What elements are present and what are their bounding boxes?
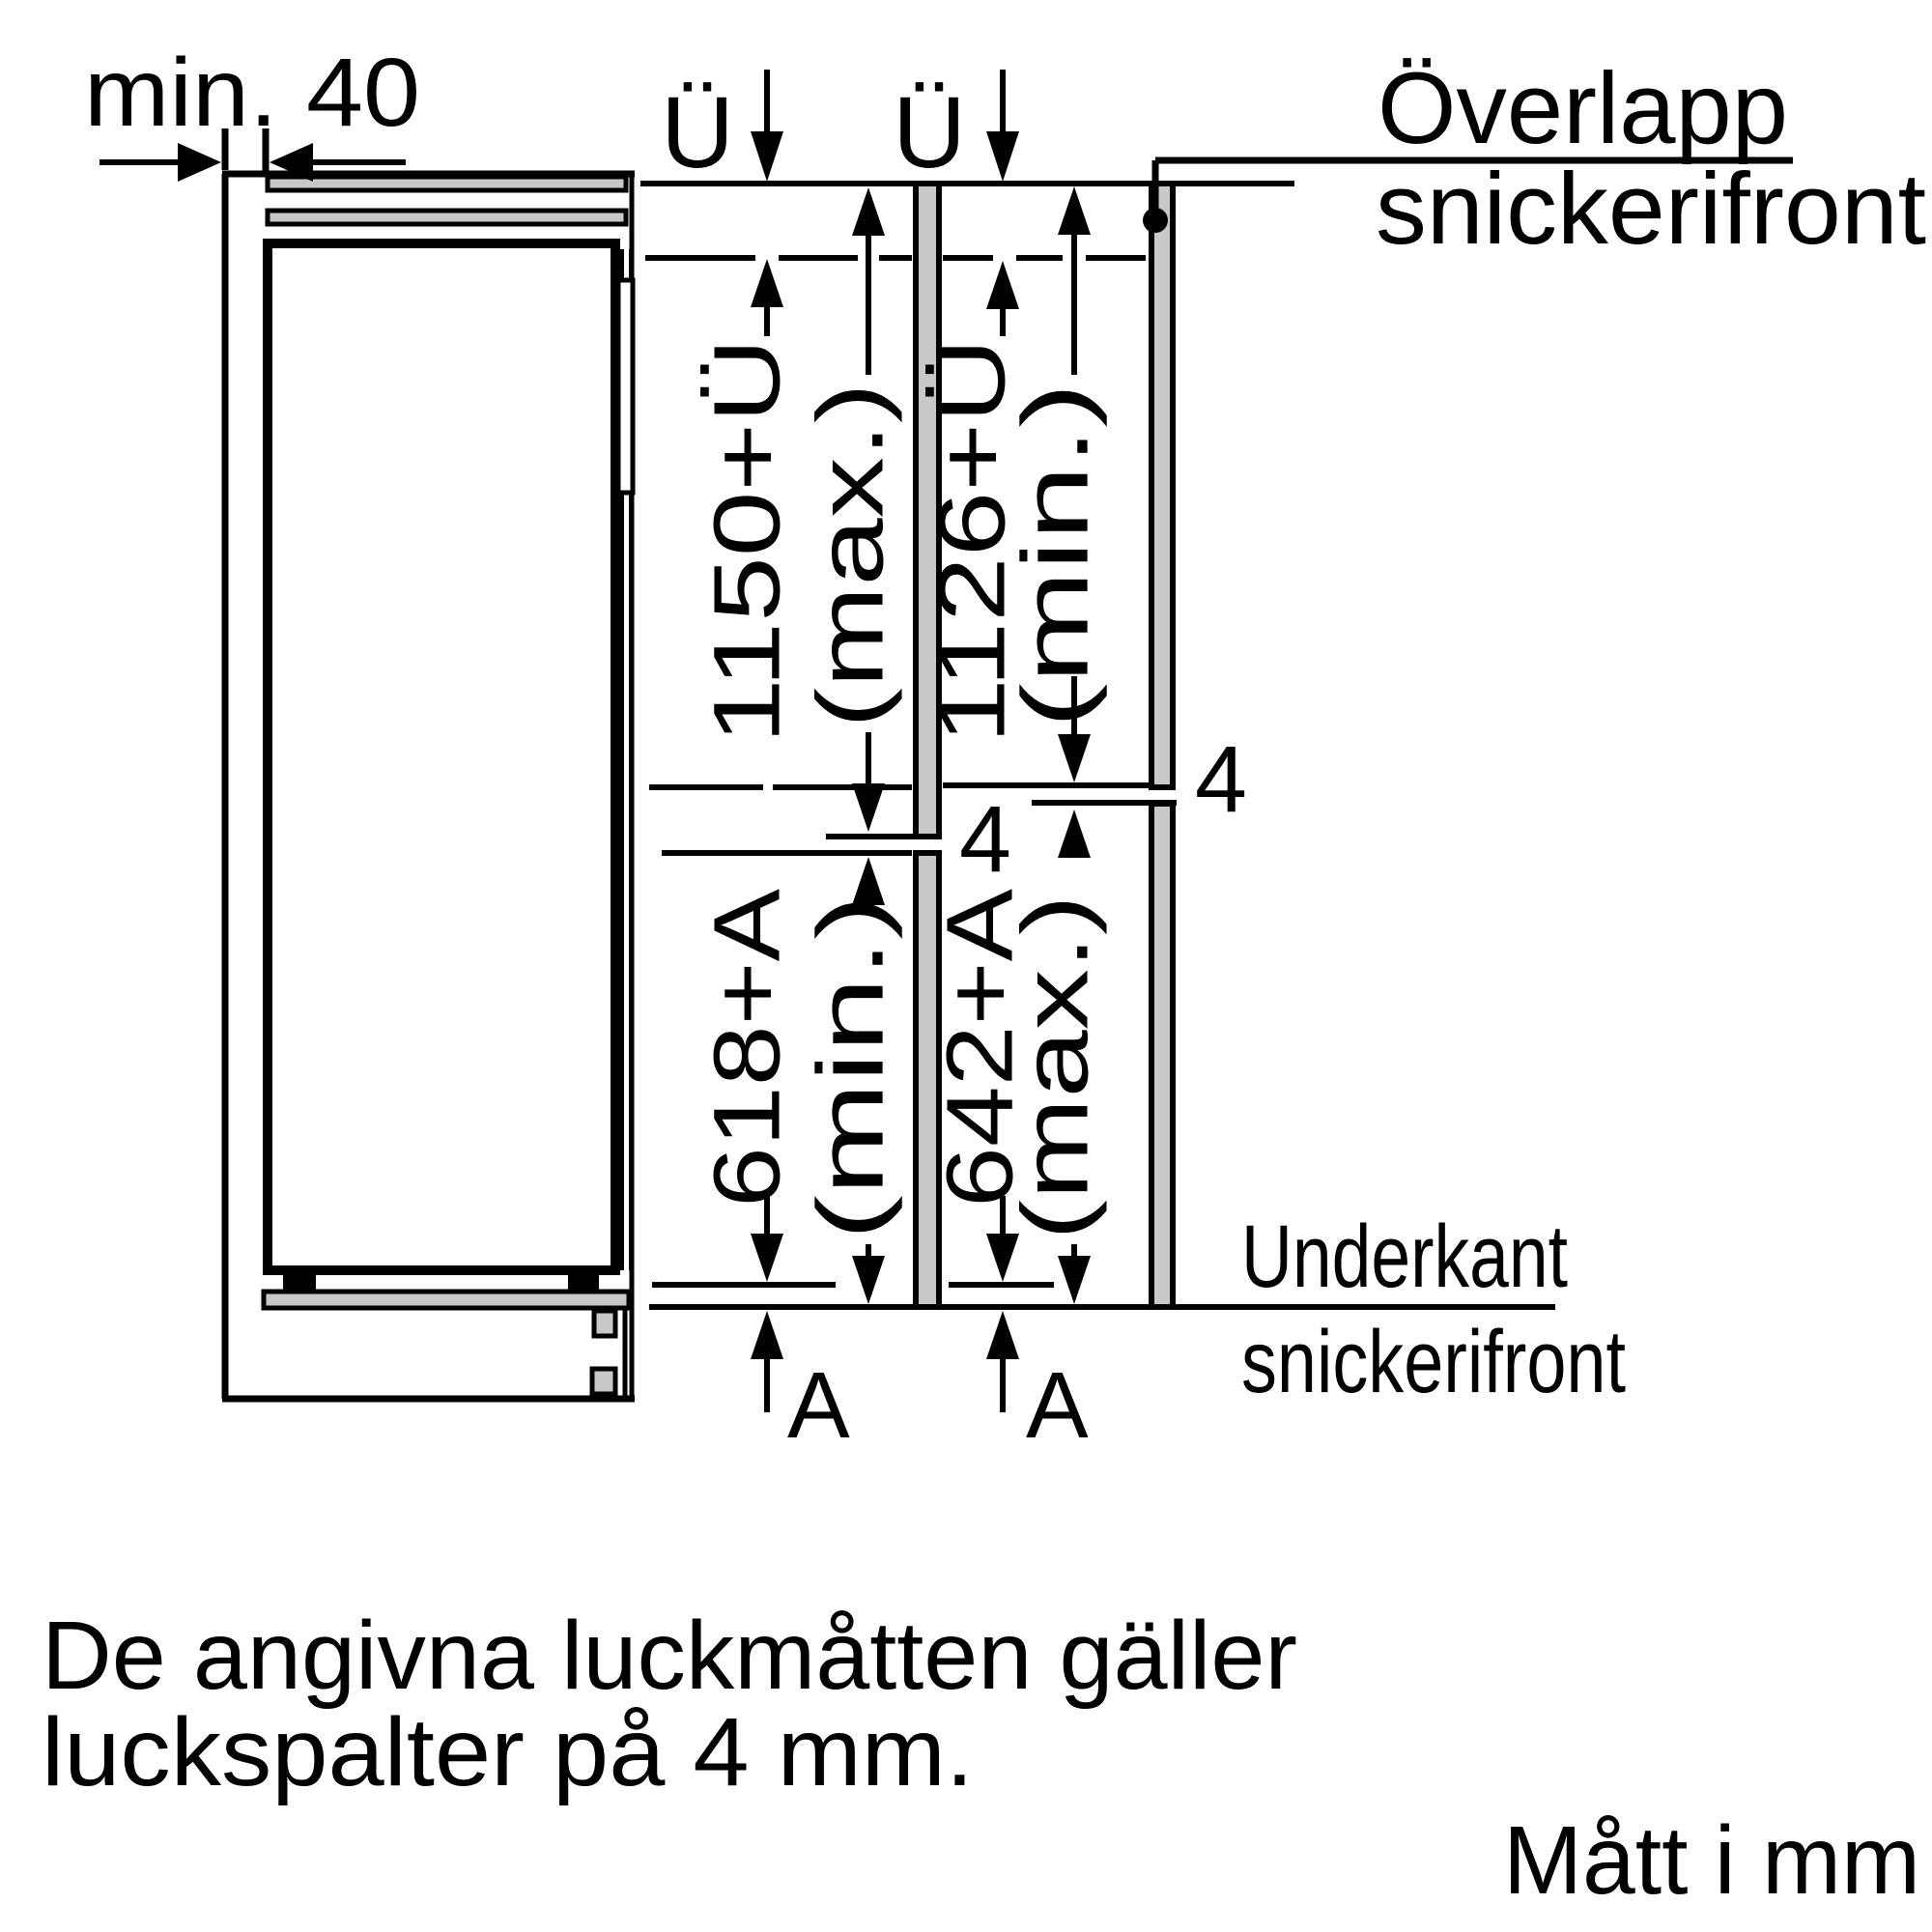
overlap-symbol-left: Ü <box>661 76 734 189</box>
plinth-block-2 <box>592 1369 615 1394</box>
lower-door-min-qualifier: (min.) <box>797 1001 903 1240</box>
arrow-down-icon <box>852 1256 885 1304</box>
door-gap-label-middle: 4 <box>959 786 1011 892</box>
hinge-rail <box>618 280 633 493</box>
lower-door-min-label: 618+A <box>694 933 800 1208</box>
overlap-markers <box>661 70 1019 189</box>
arrow-down-icon <box>852 783 885 832</box>
dimension-upper-door-max <box>695 187 903 832</box>
plinth-bar <box>264 1292 629 1308</box>
lower-door-max-label: 642+A <box>926 933 1033 1208</box>
upper-door-panel-min <box>1151 184 1173 787</box>
bottom-offset-label-left: A <box>787 1352 850 1458</box>
lower-door-panel-max <box>1151 804 1173 1307</box>
arrow-up-icon <box>1058 186 1091 235</box>
units-note: Mått i mm <box>1503 1806 1920 1915</box>
arrow-down-icon <box>751 1234 783 1282</box>
dimension-upper-door-min <box>920 186 1108 782</box>
bottom-offset-label-right: A <box>1026 1352 1089 1458</box>
foot-right <box>568 1270 599 1290</box>
arrow-up-icon <box>1058 810 1091 858</box>
foot-left <box>283 1270 316 1290</box>
note-line1: De angivna luckmåtten gäller <box>42 1602 1298 1710</box>
notes <box>42 1602 1920 1915</box>
arrow-up-icon <box>852 187 885 236</box>
callout-dot-icon <box>1143 208 1168 233</box>
upper-door-min-label: 1126+Ü <box>919 419 1025 744</box>
dimension-lower-door-min <box>695 857 903 1304</box>
plinth-block-1 <box>594 1311 615 1336</box>
top-rail-2 <box>268 211 626 224</box>
bottom-edge-callout-line1: Underkant <box>1241 1208 1568 1306</box>
arrow-down-icon <box>1058 1256 1091 1304</box>
arrow-up-icon <box>986 261 1019 309</box>
arrow-up-icon <box>986 1311 1019 1359</box>
arrow-down-icon <box>986 1234 1019 1282</box>
arrow-up-icon <box>751 259 783 307</box>
door-gap-label-right: 4 <box>1195 726 1247 832</box>
dimension-lower-door-max <box>927 810 1108 1304</box>
upper-door-max-qualifier: (max.) <box>797 463 903 728</box>
arrow-up-icon <box>751 1311 783 1359</box>
door-split-line-middle-config <box>662 837 914 853</box>
upper-door-min-qualifier: (min.) <box>1002 489 1108 728</box>
side-clearance-label: min. 40 <box>84 39 420 147</box>
appliance-body <box>268 243 615 1270</box>
overlap-callout-line2: snickerifront <box>1376 153 1926 266</box>
arrow-down-icon <box>1058 734 1091 782</box>
note-line2: luckspalter på 4 mm. <box>42 1698 975 1806</box>
side-clearance-dimension <box>84 39 420 182</box>
lower-door-max-qualifier: (max.) <box>1002 975 1108 1240</box>
overlap-callout <box>1143 52 1926 266</box>
upper-door-max-label: 1150+Ü <box>694 419 800 744</box>
overlap-arrow-down-icon-left <box>751 131 783 182</box>
bottom-offset-dimension-right <box>986 1311 1089 1458</box>
built-in-unit-drawing <box>222 174 635 1399</box>
overlap-callout-line1: Överlapp <box>1378 52 1788 165</box>
top-rail-1 <box>268 177 626 190</box>
bottom-offset-dimension-left <box>751 1311 850 1458</box>
arrow-right-icon <box>178 143 221 182</box>
overlap-symbol-right: Ü <box>893 76 966 189</box>
overlap-arrow-down-icon-right <box>986 131 1019 182</box>
bottom-edge-callout-line2: snickerifront <box>1241 1313 1626 1411</box>
